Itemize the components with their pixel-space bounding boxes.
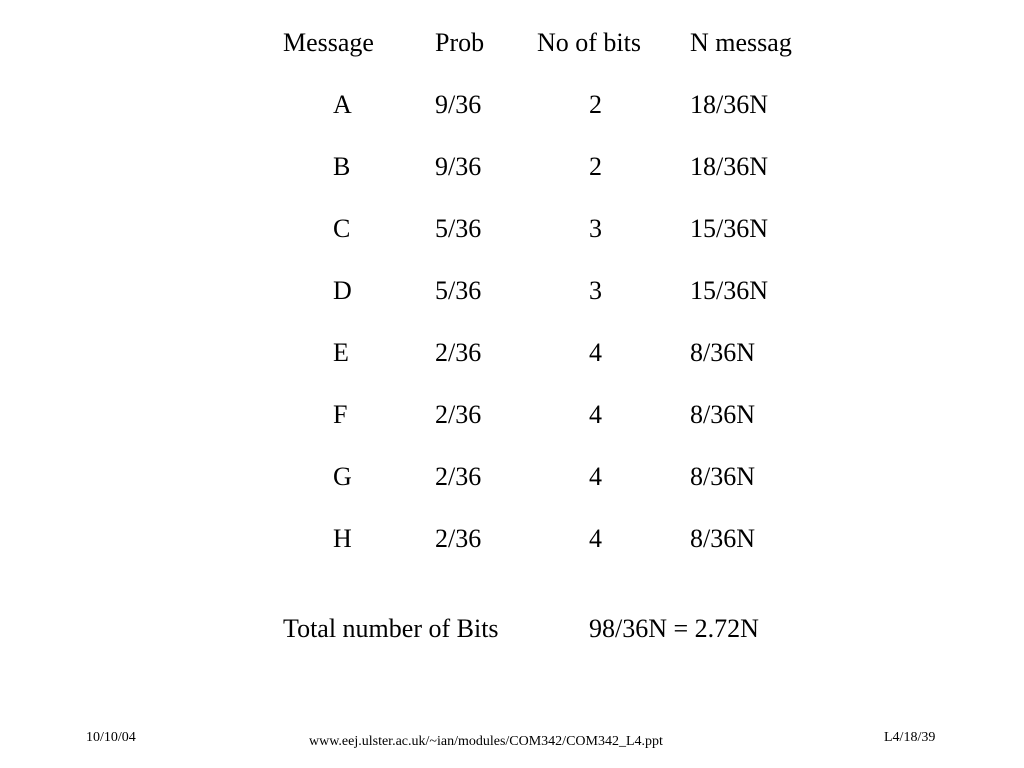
row-g-bits: 4 [589, 462, 602, 491]
row-d-bits: 3 [589, 276, 602, 305]
row-c-prob: 5/36 [435, 214, 482, 243]
row-a-message: A [333, 90, 352, 119]
row-b-prob: 9/36 [435, 152, 482, 181]
row-e-n-messages: 8/36N [690, 338, 755, 367]
total-label: Total number of Bits [283, 614, 499, 643]
row-h-prob: 2/36 [435, 524, 482, 553]
row-d-message: D [333, 276, 352, 305]
row-f-message: F [333, 400, 348, 429]
row-g-n-messages: 8/36N [690, 462, 755, 491]
footer-date: 10/10/04 [86, 730, 136, 745]
footer-page-number: L4/18/39 [884, 730, 936, 745]
row-e-message: E [333, 338, 349, 367]
row-a-bits: 2 [589, 90, 602, 119]
row-h-n-messages: 8/36N [690, 524, 755, 553]
header-n-messages: N messag [690, 28, 792, 57]
row-e-prob: 2/36 [435, 338, 482, 367]
header-message: Message [283, 28, 374, 57]
row-f-n-messages: 8/36N [690, 400, 755, 429]
row-c-bits: 3 [589, 214, 602, 243]
footer-url: www.eej.ulster.ac.uk/~ian/modules/COM342/COM342_L4.ppt [309, 734, 663, 749]
row-c-message: C [333, 214, 351, 243]
row-f-bits: 4 [589, 400, 602, 429]
row-g-prob: 2/36 [435, 462, 482, 491]
row-f-prob: 2/36 [435, 400, 482, 429]
row-a-prob: 9/36 [435, 90, 482, 119]
row-d-prob: 5/36 [435, 276, 482, 305]
row-e-bits: 4 [589, 338, 602, 367]
row-d-n-messages: 15/36N [690, 276, 768, 305]
row-c-n-messages: 15/36N [690, 214, 768, 243]
total-value: 98/36N = 2.72N [589, 614, 759, 643]
header-no-of-bits: No of bits [537, 28, 641, 57]
row-b-n-messages: 18/36N [690, 152, 768, 181]
row-a-n-messages: 18/36N [690, 90, 768, 119]
row-h-message: H [333, 524, 352, 553]
row-h-bits: 4 [589, 524, 602, 553]
row-b-message: B [333, 152, 351, 181]
header-prob: Prob [435, 28, 485, 57]
row-b-bits: 2 [589, 152, 602, 181]
row-g-message: G [333, 462, 352, 491]
